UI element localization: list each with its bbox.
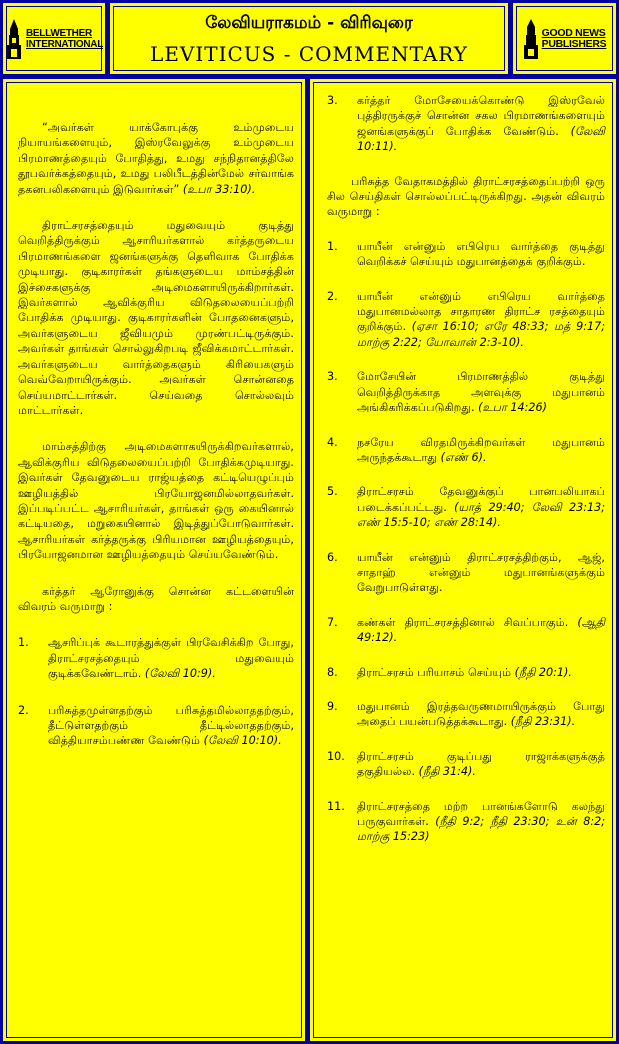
list-item: 3. கர்த்தர் மோசேயைக்கொண்டு இஸ்ரவேல் புத்திரருக்குச் சொன்ன சகல பிரமாணங்களையும் ஜனங்களுக்குப் போதிக்க வேண்டும். (லேவி 10:11).: [327, 94, 605, 154]
list-item: 4. நசரேய விரதமிருக்கிறவர்கள் மதுபானம் அருந்தக்கூடாது (எண் 6).: [327, 435, 605, 464]
right-column: [310, 79, 616, 1041]
list-item: 3. மோசேயின் பிரமாணத்தில் குடித்து வெறித்திருக்காத அளவுக்கு மதுபானம் அங்கிகரிக்கப்படுகிறது. (உபா 14:26): [327, 370, 605, 415]
list-item: 11. திராட்சரசத்தை மற்ற பானங்களோடு கலந்து பருகுவார்கள். (நீதி 9:2; நீதி 23:30; உன் 8:2; மாற்கு 15:23): [327, 799, 605, 844]
right-logo-line1: GOOD NEWS: [541, 26, 606, 39]
list-item: 7. கண்கள் திராட்சரசத்தினால் சிவப்பாகும். (ஆதி 49:12).: [327, 615, 606, 645]
wine-facts-list: [327, 239, 605, 845]
list-item: 2. யாயீன் என்னும் எபிரெய வார்த்தை மதுபானமல்லாத சாதாரண திராட்ச ரசத்தையும் குறிக்கும். (ஏசா 16:10; எரே 48:33; மத் 9:17; மாற்கு 2:22; யோவான் 2:3-10).: [327, 289, 606, 349]
list-item: 9. மதுபானம் இரத்தவருணமாயிருக்கும் போது அதைப் பயன்படுத்தக்கூடாது. (நீதி 23:31).: [327, 699, 605, 729]
left-logo-line1: BELLWETHER: [25, 27, 92, 39]
paragraph-wine-intro: பரிசுத்த வேதாகமத்தில் திராட்சரசத்தைப்பற்றி ஒரு சில செய்திகள் சொல்லப்பட்டிருக்கிறது. அதன் விவரம் வருமாறு :: [327, 174, 605, 219]
list-item: 2. பரிசுத்தமுள்ளதற்கும் பரிசுத்தமில்லாததற்கும், தீட்டுள்ளதற்கும் தீட்டில்லாததற்கும், வித்தியாசம்பண்ண வேண்டும் (லேவி 10:10).: [18, 703, 294, 748]
list-item: 1. ஆசரிப்புக் கூடாரத்துக்குள் பிரவேசிக்கிற போது, திராட்சரசத்தையும் மதுவையும் குடிக்கவேண்டாம். (லேவி 10:9).: [18, 636, 294, 681]
bell-tower-icon: [5, 19, 23, 59]
list-item: 5. திராட்சரசம் தேவனுக்குப் பானபலியாகப் படைக்கப்பட்டது. (யாத் 29:40; லேவி 23:13; எண் 15:5-10; எண் 28:14).: [327, 485, 605, 530]
paragraph-flesh: மாம்சத்திற்கு அடிமைகளாகயிருக்கிறவர்களால், ஆவிக்குரிய விடுதலையைப்பற்றி போதிக்கமுடியாது. இவர்கள் தேவனுடைய ராஜ்யத்தை கட்டியெழுப்பும் ஊழியத்தில் பிரயோஜனமில்லாதவர்கள். இப்படிப்பட்ட ஆசாரியர்கள், தாங்கள் ஒரு கையினால் கட்டியதை, மறுகையினால் இடித்துப்போடுவார்கள். ஆசாரியர்கள் கர்த்தருக்கு பிரியமான ஊழியத்தையும், பிரயோஜனமான ஊழியத்தையும் செய்யவேண்டும்.: [18, 440, 294, 562]
right-command-list: [327, 93, 605, 155]
list-item: 8. திராட்சரசம் பரியாசம் செய்யும் (நீதி 20:1).: [327, 665, 572, 679]
list-item: 6. யாயீன் என்னும் திராட்சரசத்திற்கும், ஆஜ், சாதாஹ் என்னும் மதுபானங்களுக்கும் வேறுபாடுள்ளது.: [327, 550, 605, 595]
title-english: LEVITICUS - COMMENTARY: [150, 42, 468, 66]
tower-icon: [523, 19, 539, 59]
right-logo-line2: PUBLISHERS: [541, 37, 607, 50]
quote-reference: (உபா 33:10).: [182, 182, 256, 196]
left-command-list: [18, 635, 294, 748]
quote-text: “அவர்கள் யாக்கோபுக்கு உம்முடைய நியாயங்களையும், இஸ்ரவேலுக்கு உம்முடைய பிரமாணத்தையும் போதித்து, உமது சந்நிதானத்திலே தூபவர்க்கத்தையும், உமது பலிபீடத்தின்மேல் சர்வாங்க தகனபலிகளையும் இடுவார்கள்”: [18, 121, 294, 196]
paragraph-command-intro: கர்த்தர் ஆரோனுக்கு சொன்ன கட்டளையின் விவரம் வருமாறு :: [18, 584, 294, 613]
title-panel: [110, 3, 508, 74]
paragraph-quote: [18, 120, 294, 197]
left-logo-line2: INTERNATIONAL: [25, 38, 104, 50]
list-item: 10. திராட்சரசம் குடிப்பது ராஜாக்களுக்குத் தகுதியல்ல. (நீதி 31:4).: [327, 749, 605, 779]
bellwether-logo: [3, 3, 105, 74]
title-tamil: லேவியராகமம் - விரிவுரை: [205, 13, 413, 33]
paragraph-drunkenness: திராட்சரசத்தையும் மதுவையும் குடித்து வெறித்திருக்கும் ஆசாரியர்களால் கர்த்தருடைய பிரமாணங்களை ஜனங்களுக்கு தெளிவாக போதிக்க முடியாது. குடிகாரர்கள் தங்களுடைய மாம்சத்தின் இச்சைகளுக்கு அடிமைகளாயிருக்கிறார்கள். இவர்களால் ஆவிக்குரிய விடுதலையைப்பற்றி போதிக்க முடியாது. குடிகாரர்களின் போதனைகளும், அவர்களுடைய ஜீவியமும் முரண்பட்டிருக்கும். அவர்கள் தாங்கள் சொல்லுகிறபடி ஜீவிக்கமாட்டார்கள். அவர்களுடைய வார்த்தைகளும் கிரியைகளும் வெவ்வேறாயிருக்கும். அவர்கள் சொன்னதை செய்யமாட்டார்கள். செய்வதை சொல்லவும் மாட்டார்கள்.: [18, 219, 294, 417]
left-column: [3, 79, 305, 1041]
good-news-logo: [513, 3, 616, 74]
list-item: 1. யாயீன் என்னும் எபிரெய வார்த்தை குடித்து வெறிக்கச் செய்யும் மதுபானத்தைக் குறிக்கும்.: [327, 239, 605, 269]
